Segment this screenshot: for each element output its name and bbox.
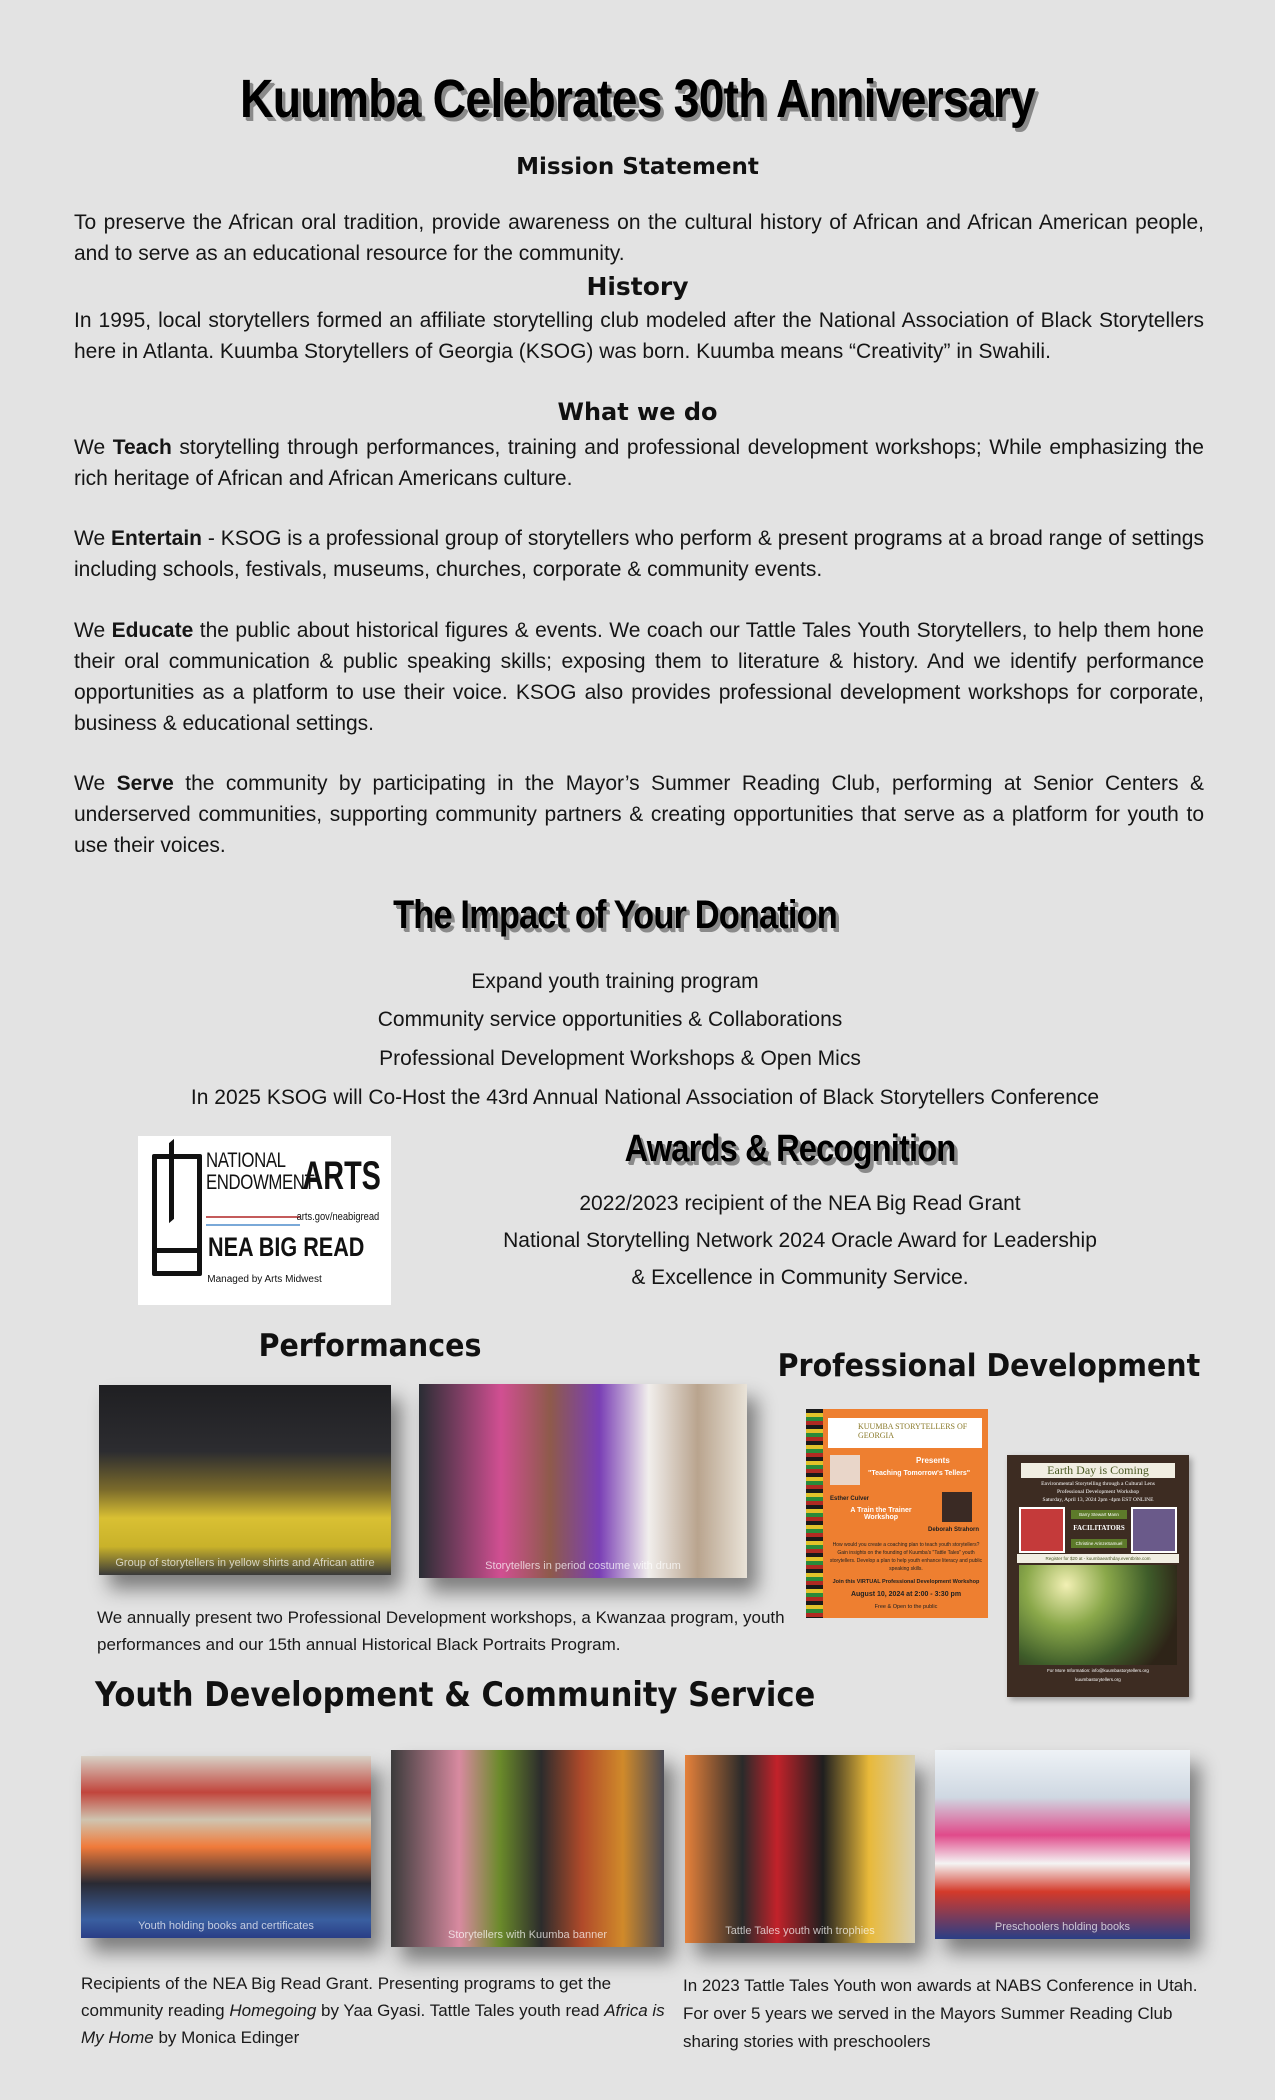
presenter2-photo <box>942 1492 972 1522</box>
caption-part: by Yaa Gyasi. Tattle Tales youth read <box>316 2001 605 2020</box>
youth-photo-preschoolers <box>935 1750 1190 1939</box>
photo-alt: Storytellers in period costume with drum <box>485 1560 681 1572</box>
flyer-title: "Teaching Tomorrow's Tellers" <box>868 1470 971 1477</box>
nea-url: arts.gov/neabigread <box>296 1211 379 1223</box>
earth-day-title: Earth Day is Coming <box>1021 1463 1175 1478</box>
nea-arts: ARTS <box>302 1154 381 1198</box>
earth-day-register: Register for $20 at - kuumbaearthday.eventbrite.com <box>1017 1554 1179 1563</box>
performances-heading: Performances <box>258 1328 482 1364</box>
flyer-date: August 10, 2024 at 2:00 - 3:30 pm <box>850 1591 962 1598</box>
photo-alt: Storytellers with Kuumba banner <box>448 1929 607 1941</box>
kente-border <box>806 1409 823 1618</box>
impact-heading: The Impact of Your Donation <box>393 893 837 937</box>
nea-stripes <box>206 1216 300 1226</box>
what-we-do-heading: What we do <box>557 398 718 426</box>
award-line: 2022/2023 recipient of the NEA Big Read Grant <box>579 1192 1021 1215</box>
youth-caption-left <box>81 1970 671 2051</box>
educate-prefix: We <box>74 619 112 642</box>
nea-line1: NATIONAL <box>206 1149 286 1172</box>
flyer-body: How would you create a coaching plan to teach youth storytellers? Gain insights on the founding of Kuumba's "Tattle Tales" youth storytellers. Develop a plan to help youth enhance literacy and public speaking skills. <box>829 1542 983 1572</box>
award-line: & Excellence in Community Service. <box>631 1266 969 1289</box>
photo-alt: Youth holding books and certificates <box>138 1920 314 1932</box>
nea-line2: ENDOWMENT <box>206 1171 315 1194</box>
book-title-homegoing: Homegoing <box>229 2001 317 2020</box>
nea-big-read: NEA BIG READ <box>208 1232 365 1262</box>
teaching-tellers-flyer <box>806 1409 988 1618</box>
teach-keyword: Teach <box>112 436 172 459</box>
nea-big-read-logo <box>138 1136 391 1305</box>
teach-text: storytelling through performances, training and professional development workshops; While emphasizing the rich heritage of African and African Americans culture. <box>74 436 1204 490</box>
serve-text: the community by participating in the Mayor’s Summer Reading Club, performing at Senior Centers & underserved communities, supporting community partners & creating opportunities that serve as a platform for youth to use their voices. <box>74 772 1204 857</box>
youth-photo-books <box>81 1756 371 1938</box>
history-heading: History <box>586 272 689 301</box>
flyer-presenter2: Deborah Strahorn <box>928 1527 980 1533</box>
youth-heading: Youth Development & Community Service <box>95 1675 816 1715</box>
book-icon <box>152 1154 202 1276</box>
award-line: National Storytelling Network 2024 Oracle Award for Leadership <box>503 1229 1097 1252</box>
presenter1-photo <box>830 1455 860 1485</box>
earth-day-site: kuumbastorytellers.org <box>1075 1677 1121 1682</box>
serve-keyword: Serve <box>116 772 174 795</box>
educate-text: the public about historical figures & events. We coach our Tattle Tales Youth Storytellers, to help them hone their oral communication & public speaking skills; exposing them to literature & history. And we identify performance opportunities as a platform to use their voice. KSOG also provides professional development workshops for corporate, business & educational settings. <box>74 619 1204 735</box>
educate-paragraph <box>74 615 1204 739</box>
earth-day-facilitator2: Christine ArinzeSamuel <box>1071 1539 1127 1548</box>
youth-photo-banner <box>391 1750 664 1947</box>
history-text: In 1995, local storytellers formed an affiliate storytelling club modeled after the National Association of Black Storytellers here in Atlanta. Kuumba Storytellers of Georgia (KSOG) was born. Kuumba means “Creativity” in Swahili. <box>74 309 1204 363</box>
earth-day-facilitator1: Barry Stewart Mann <box>1071 1510 1127 1519</box>
caption-part: by Monica Edinger <box>153 2028 300 2047</box>
serve-prefix: We <box>74 772 117 795</box>
entertain-keyword: Entertain <box>110 527 202 550</box>
earth-day-facilitators: FACILITATORS <box>1073 1524 1125 1532</box>
earth-day-flyer <box>1007 1455 1189 1697</box>
photo-alt: Preschoolers holding books <box>994 1921 1131 1933</box>
earth-day-sub2: Professional Development Workshop <box>1057 1489 1139 1495</box>
nea-managed-by: Managed by Arts Midwest <box>207 1274 322 1285</box>
flyer-presents: Presents <box>916 1456 950 1465</box>
performance-photo-costumes <box>419 1384 747 1578</box>
entertain-text: - KSOG is a professional group of storytellers who perform & present programs at a broad range of settings including schools, festivals, museums, churches, corporate & community events. <box>74 527 1204 581</box>
flyer-subtitle: A Train the Trainer Workshop <box>850 1507 912 1521</box>
page-title: Kuumba Celebrates 30th Anniversary <box>240 69 1035 129</box>
flyer-presenter1: Esther Culver <box>830 1496 870 1502</box>
educate-keyword: Educate <box>111 619 194 642</box>
youth-photo-trophies <box>685 1755 915 1943</box>
flyer-join: Join this VIRTUAL Professional Development Workshop <box>832 1579 980 1585</box>
earth-day-sub1: Environmental Storytelling through a Cultural Lens <box>1041 1481 1155 1487</box>
mission-text: To preserve the African oral tradition, provide awareness on the cultural history of African and African American people, and to serve as an educational resource for the community. <box>74 211 1204 265</box>
caption-part: Recipients of the NEA Big Read Grant. Presenting programs to get the community reading <box>81 1974 612 2020</box>
performance-photo-group <box>99 1385 391 1575</box>
entertain-prefix: We <box>74 527 111 550</box>
performances-caption: We annually present two Professional Development workshops, a Kwanzaa program, youth performances and our 15th annual Historical Black Portraits Program. <box>97 1608 785 1654</box>
facilitator1-photo <box>1019 1507 1065 1553</box>
teach-prefix: We <box>74 436 113 459</box>
serve-paragraph <box>74 768 1204 861</box>
entertain-paragraph <box>74 523 1204 585</box>
earth-day-info: For More Information: info@kuumbastorytellers.org <box>1047 1668 1149 1673</box>
teach-paragraph <box>74 432 1204 494</box>
book-title-africa-is-my-home: Africa is My Home <box>81 2001 665 2047</box>
flyer-free: Free & Open to the public <box>874 1604 938 1610</box>
impact-item: In 2025 KSOG will Co-Host the 43rd Annual National Association of Black Storytellers Conference <box>190 1086 1100 1109</box>
seedlings-image <box>1019 1565 1177 1665</box>
impact-item: Community service opportunities & Collaborations <box>377 1008 843 1031</box>
photo-alt: Group of storytellers in yellow shirts and African attire <box>115 1557 375 1569</box>
nea-name <box>206 1150 314 1194</box>
awards-heading: Awards & Recognition <box>624 1128 956 1170</box>
impact-item: Expand youth training program <box>471 970 759 993</box>
impact-item: Professional Development Workshops & Open Mics <box>379 1047 861 1070</box>
flyer-org: KUUMBA STORYTELLERS OF GEORGIA <box>828 1418 982 1448</box>
photo-alt: Tattle Tales youth with trophies <box>725 1925 875 1937</box>
facilitator2-photo <box>1131 1507 1177 1553</box>
earth-day-sub3: Saturday, April 13, 2024 2pm -4pm EST ONLINE <box>1042 1497 1154 1503</box>
professional-development-heading: Professional Development <box>777 1348 1201 1384</box>
youth-caption-right: In 2023 Tattle Tales Youth won awards at NABS Conference in Utah. For over 5 years we served in the Mayors Summer Reading Club sharing stories with preschoolers <box>683 1976 1198 2051</box>
mission-heading: Mission Statement <box>516 154 759 180</box>
